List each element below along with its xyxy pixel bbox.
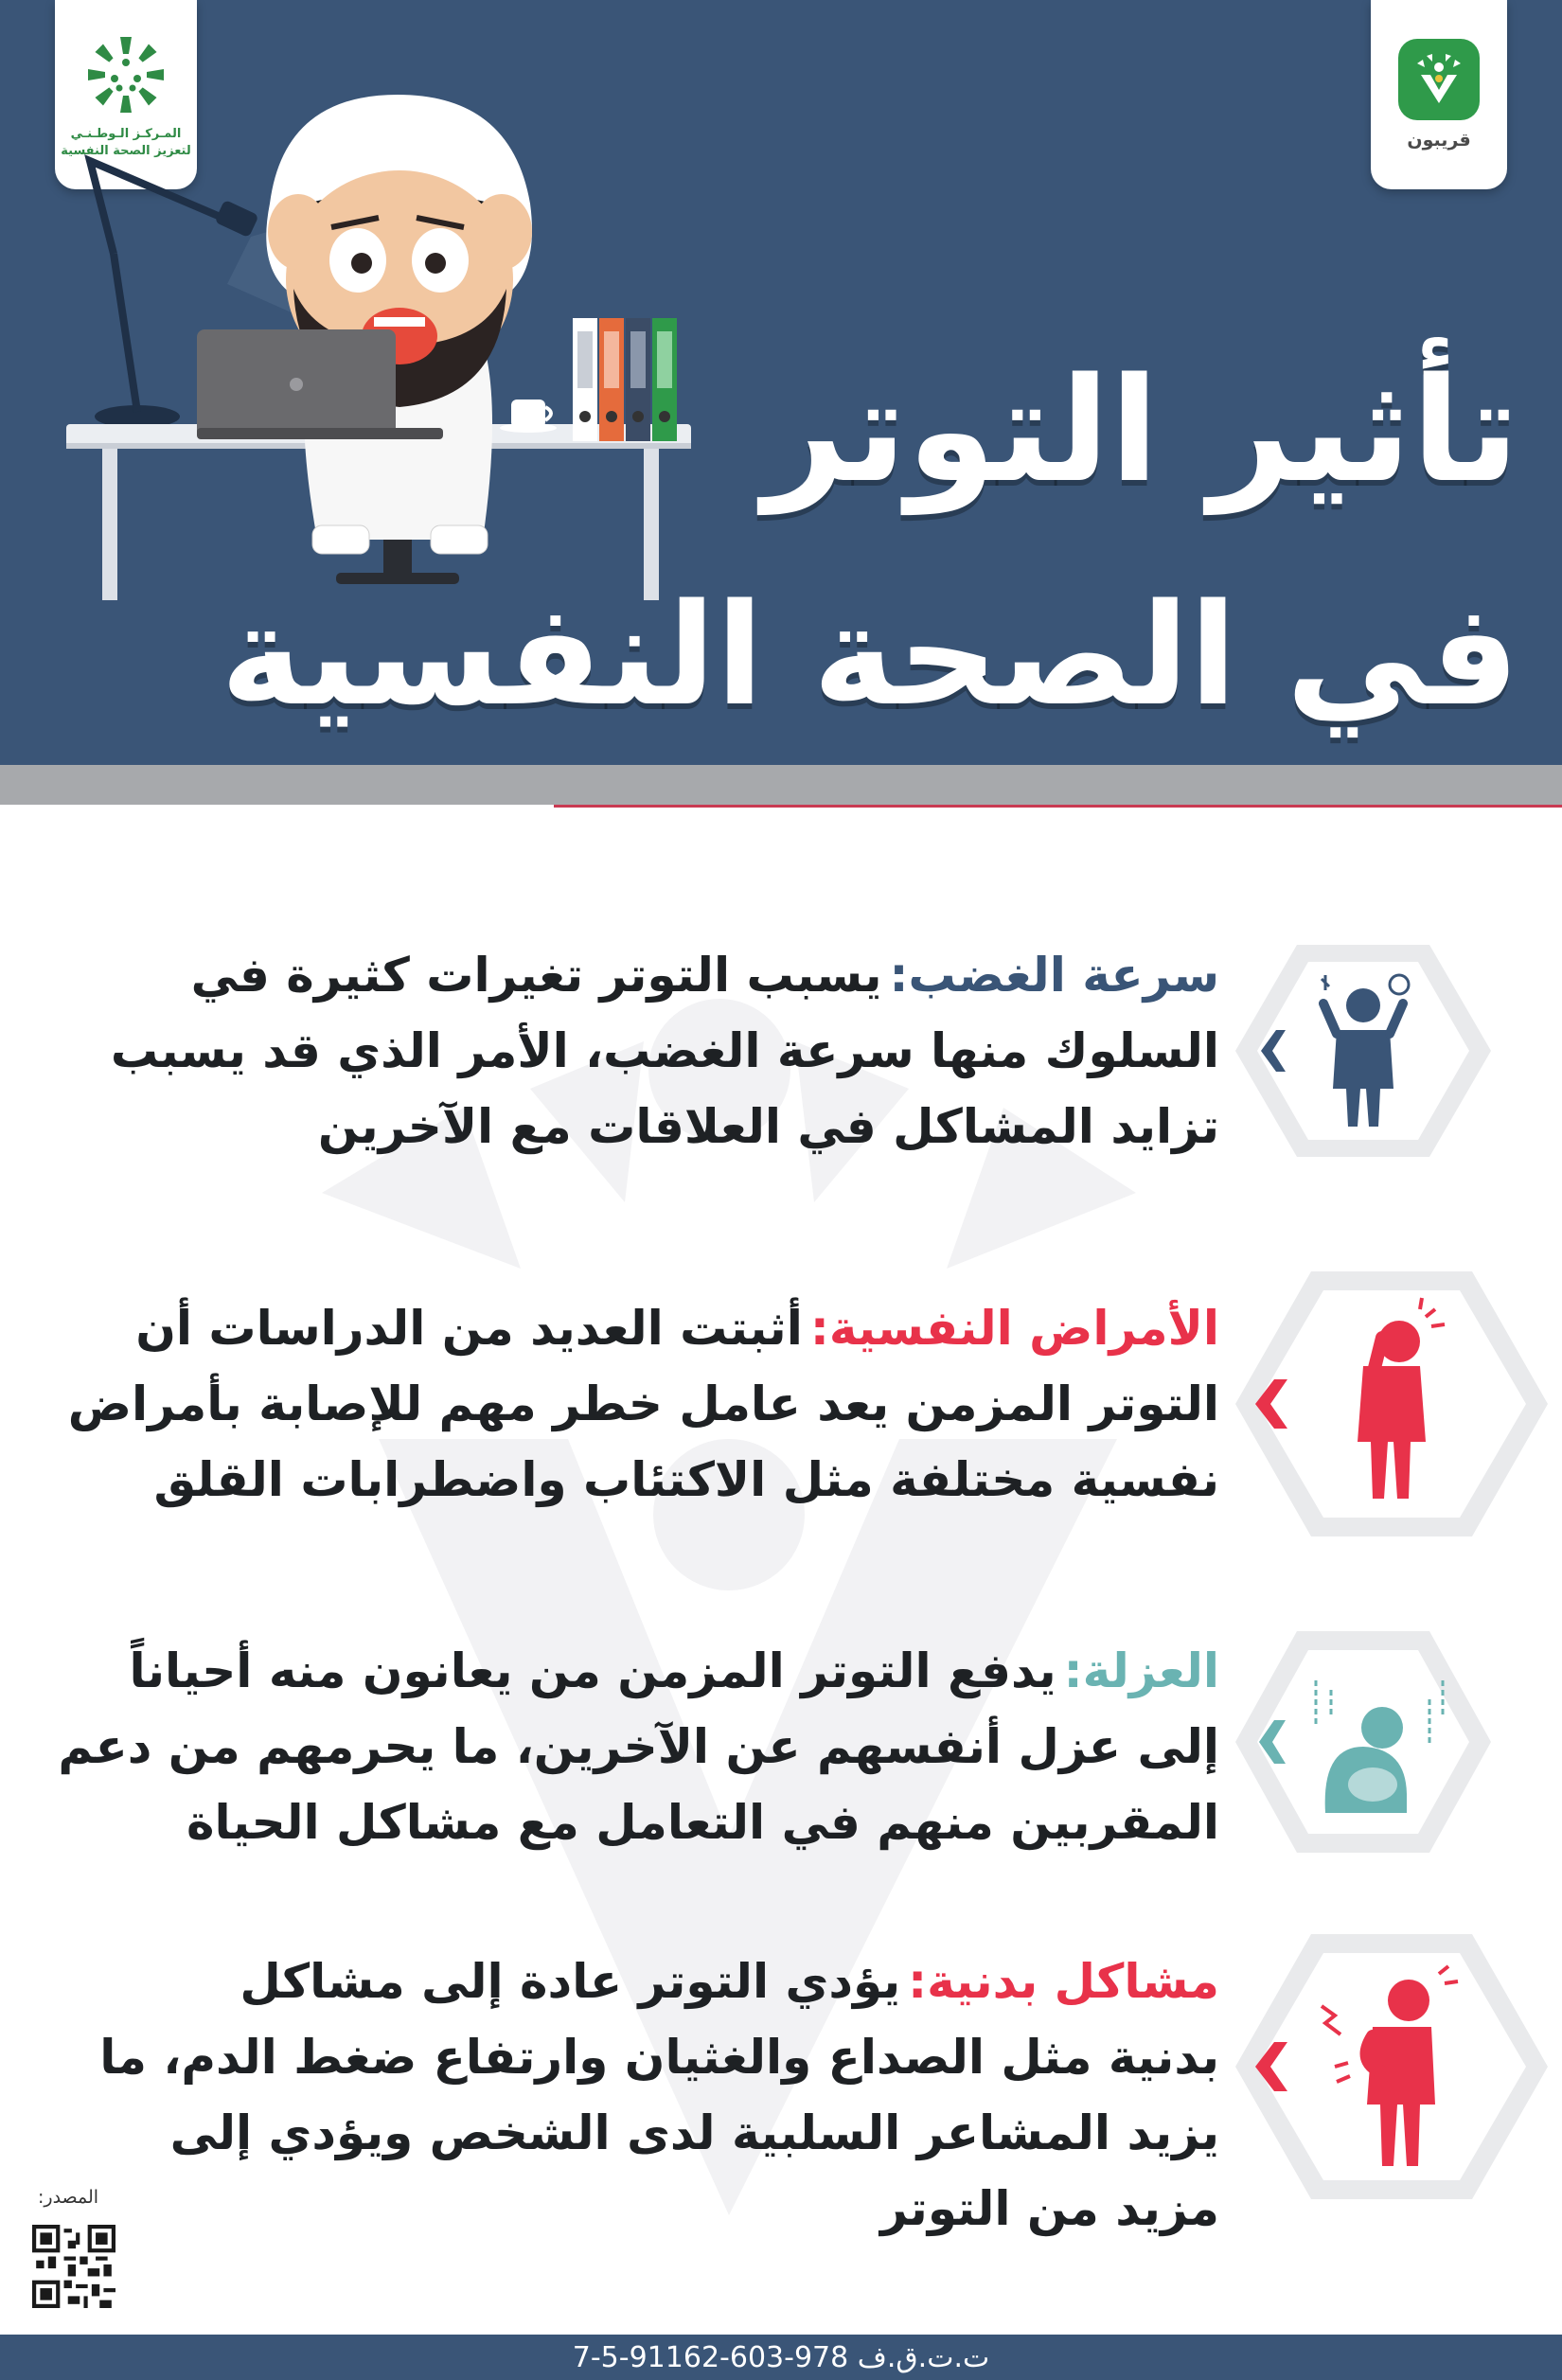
qr-code-icon[interactable] xyxy=(32,2225,115,2308)
section-anger-line1: يسبب التوتر تغيرات كثيرة في xyxy=(190,948,882,1003)
section-mental-illness-line2: التوتر المزمن يعد عامل خطر مهم للإصابة بأمراض xyxy=(67,1376,1219,1431)
center-logo-line2: لتعزيز الصحة النفسية xyxy=(61,144,191,158)
distressed-person-icon xyxy=(1231,1262,1553,1546)
section-mental-illness-label: الأمراض النفسية: xyxy=(809,1301,1219,1356)
isolated-person-icon xyxy=(1231,1624,1496,1860)
stressed-man-illustration xyxy=(57,95,719,606)
section-isolation-line1: يدفع التوتر المزمن من يعانون منه أحياناً xyxy=(129,1643,1056,1698)
page-title-line2: في الصحة النفسية xyxy=(220,574,1519,737)
section-isolation-label: العزلة: xyxy=(1063,1643,1219,1698)
header-divider-band xyxy=(0,765,1562,805)
qariboon-app-icon xyxy=(1398,39,1480,120)
section-mental-illness-line3: نفسية مختلفة مثل الاكتئاب واضطرابات القلق xyxy=(153,1452,1219,1507)
footer-isbn: ت.ت.ق.ف 978-603-91162-5-7 xyxy=(572,2340,990,2374)
qariboon-logo xyxy=(1371,0,1507,189)
section-physical-problems-text xyxy=(99,1944,1219,2247)
footer-bar xyxy=(0,2335,1562,2380)
lamp-arm xyxy=(90,161,222,254)
section-isolation-line3: المقربين منهم في التعامل مع مشاكل الحياة xyxy=(186,1795,1219,1850)
qariboon-logo-text: قريبون xyxy=(1407,130,1471,151)
page-title-line1: تأثير التوتر xyxy=(763,346,1519,514)
section-physical-problems-line3: يزيد المشاعر السلبية لدى الشخص ويؤدي إلى xyxy=(169,2105,1219,2160)
section-anger-line2: السلوك منها سرعة الغضب، الأمر الذي قد يسبب xyxy=(110,1023,1219,1078)
section-physical-problems-line2: بدنية مثل الصداع والغثيان وارتفاع ضغط الدم، ما xyxy=(99,2030,1219,2085)
source-label: المصدر: xyxy=(38,2187,99,2208)
section-mental-illness-text xyxy=(68,1290,1219,1518)
pain-person-icon xyxy=(1231,1925,1553,2209)
section-mental-illness-line1: أثبتت العديد من الدراسات أن xyxy=(135,1301,803,1356)
section-physical-problems-label: مشاكل بدنية: xyxy=(908,1954,1219,2009)
section-anger-line3: تزايد المشاكل في العلاقات مع الآخرين xyxy=(317,1099,1219,1154)
section-isolation-text xyxy=(58,1633,1219,1860)
section-physical-problems-line1: يؤدي التوتر عادة إلى مشاكل xyxy=(240,1954,901,2009)
section-anger-label: سرعة الغضب: xyxy=(889,948,1219,1003)
angry-person-icon xyxy=(1231,937,1496,1164)
section-anger-text xyxy=(111,937,1219,1164)
accent-line xyxy=(554,805,1562,808)
center-logo-line1: المـركـز الـوطـنـي xyxy=(70,127,182,141)
section-isolation-line2: إلى عزل أنفسهم عن الآخرين، ما يحرمهم من دعم xyxy=(58,1719,1219,1774)
section-physical-problems-line4: مزيد من التوتر xyxy=(879,2181,1219,2236)
